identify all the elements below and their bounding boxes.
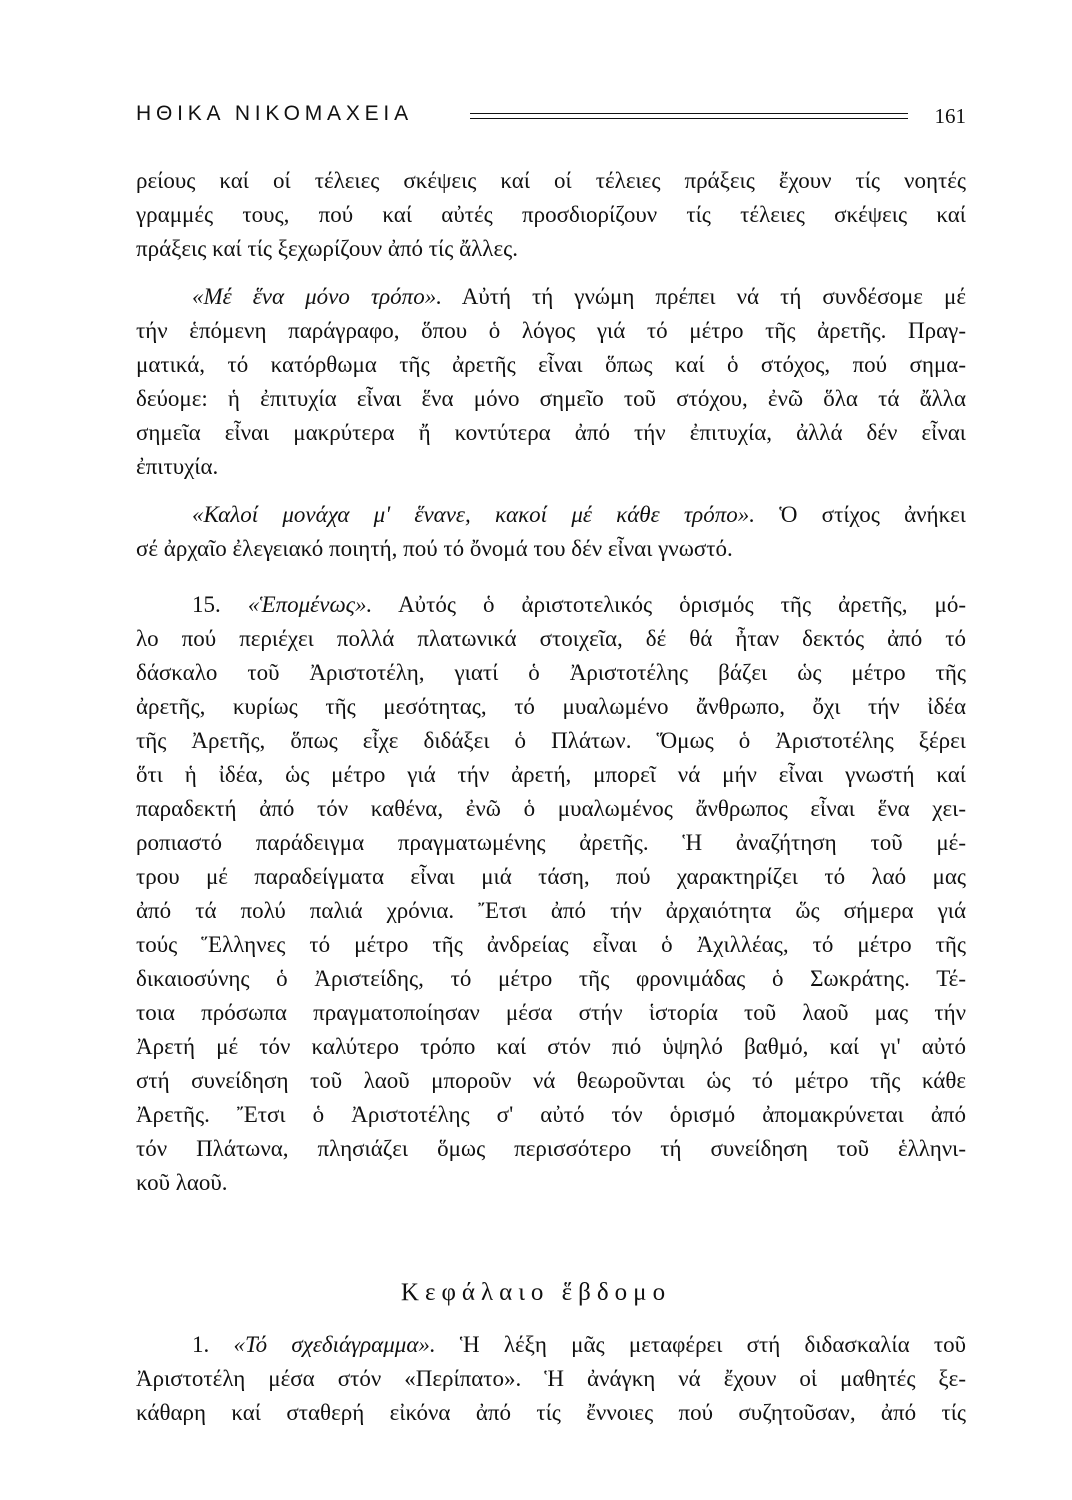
running-title: ΗΘΙΚΑ ΝΙΚΟΜΑΧΕΙΑ — [136, 102, 413, 125]
text-line: Ἀρετή μέ τόν καλύτερο τρόπο καί στόν πιό ὑψηλό βαθμό, καί γι' αὐτό — [136, 1034, 966, 1059]
note-number: 15. — [192, 592, 248, 617]
quoted-lemma: «Τό σχεδιάγραμμα». — [233, 1332, 436, 1357]
text-line: ἐπιτυχία. — [136, 454, 219, 479]
text-line: στή συνείδηση τοῦ λαοῦ μποροῦν νά θεωροῦνται ὡς τό μέτρο τῆς κάθε — [136, 1068, 966, 1093]
text-line: κοῦ λαοῦ. — [136, 1170, 228, 1195]
line-text: Ὁ στίχος ἀνήκει — [754, 502, 966, 527]
text-line: τούς Ἕλληνες τό μέτρο τῆς ἀνδρείας εἶναι ὁ Ἀχιλλέας, τό μέτρο τῆς — [136, 932, 966, 957]
chapter-title: Κεφάλαιο ἕβδομο — [400, 1279, 672, 1306]
quoted-lemma: «Ἑπομένως». — [247, 592, 373, 617]
text-line: ὅτι ἡ ἰδέα, ὡς μέτρο γιά τήν ἀρετή, μπορεῖ νά μήν εἶναι γνωστή καί — [136, 762, 966, 787]
text-line: ρείους καί οί τέλειες σκέψεις καί οί τέλειες πράξεις ἔχουν τίς νοητές — [136, 168, 966, 193]
text-line: τήν ἑπόμενη παράγραφο, ὅπου ὁ λόγος γιά τό μέτρο τῆς ἀρετῆς. Πραγ- — [136, 318, 966, 343]
text-line: τοια πρόσωπα πραγματοποίησαν μέσα στήν ἱστορία τοῦ λαοῦ μας τήν — [136, 1000, 966, 1025]
text-line: τῆς Ἀρετῆς, ὅπως εἶχε διδάξει ὁ Πλάτων. Ὅμως ὁ Ἀριστοτέλης ξέρει — [136, 728, 966, 753]
text-line: γραμμές τους, πού καί αὐτές προσδιορίζουν τίς τέλειες σκέψεις καί — [136, 202, 966, 227]
text-line: πράξεις καί τίς ξεχωρίζουν ἀπό τίς ἄλλες. — [136, 236, 518, 261]
text-line: τόν Πλάτωνα, πλησιάζει ὅμως περισσότερο τή συνείδηση τοῦ ἑλληνι- — [136, 1136, 966, 1161]
text-line: κάθαρη καί σταθερή εἰκόνα ἀπό τίς ἔννοιες πού συζητοῦσαν, ἀπό τίς — [136, 1400, 966, 1425]
text-line: σημεῖα εἶναι μακρύτερα ἤ κοντύτερα ἀπό τήν ἐπιτυχία, ἀλλά δέν εἶναι — [136, 420, 966, 445]
text-line: ροπιαστό παράδειγμα πραγματωμένης ἀρετῆς. Ἡ ἀναζήτηση τοῦ μέ- — [136, 830, 966, 855]
text-line: Ἀρετῆς. Ἔτσι ὁ Ἀριστοτέλης σ' αὐτό τόν ὁρισμό ἀπομακρύνεται ἀπό — [136, 1102, 966, 1127]
text-line: παραδεκτή ἀπό τόν καθένα, ἐνῶ ὁ μυαλωμένος ἄνθρωπος εἶναι ἕνα χει- — [136, 796, 966, 821]
text-line: δάσκαλο τοῦ Ἀριστοτέλη, γιατί ὁ Ἀριστοτέλης βάζει ὡς μέτρο τῆς — [136, 660, 966, 685]
text-line — [192, 1328, 966, 1362]
quoted-lemma: «Μέ ἕνα μόνο τρόπο». — [192, 284, 442, 309]
header-double-rule — [470, 113, 908, 119]
page-number: 161 — [934, 104, 966, 128]
text-line — [192, 280, 966, 314]
line-text: Ἡ λέξη μᾶς μεταφέρει στή διδασκαλία τοῦ — [435, 1332, 966, 1357]
text-line — [192, 588, 966, 622]
text-line: ἀπό τά πολύ παλιά χρόνια. Ἔτσι ἀπό τήν ἀρχαιότητα ὥς σήμερα γιά — [136, 898, 966, 923]
quoted-lemma: «Καλοί μονάχα μ' ἕνανε, κακοί μέ κάθε τρόπο». — [192, 502, 755, 527]
text-line: ἀρετῆς, κυρίως τῆς μεσότητας, τό μυαλωμένο ἄνθρωπο, ὄχι τήν ἰδέα — [136, 694, 966, 719]
text-line: ματικά, τό κατόρθωμα τῆς ἀρετῆς εἶναι ὅπως καί ὁ στόχος, πού σημα- — [136, 352, 966, 377]
text-line — [192, 498, 966, 532]
text-line: δεύομε: ἡ ἐπιτυχία εἶναι ἕνα μόνο σημεῖο τοῦ στόχου, ἐνῶ ὅλα τά ἄλλα — [136, 386, 966, 411]
text-line: τρου μέ παραδείγματα εἶναι μιά τάση, πού χαρακτηρίζει τό λαό μας — [136, 864, 966, 889]
line-text: Αὐτή τή γνώμη πρέπει νά τή συνδέσομε μέ — [441, 284, 966, 309]
line-text: Αὐτός ὁ ἀριστοτελικός ὁρισμός τῆς ἀρετῆς, μό- — [372, 592, 966, 617]
text-line: σέ ἀρχαῖο ἐλεγειακό ποιητή, πού τό ὄνομά του δέν εἶναι γνωστό. — [136, 536, 733, 561]
note-number: 1. — [192, 1332, 234, 1357]
running-header — [136, 100, 966, 132]
text-line: δικαιοσύνης ὁ Ἀριστείδης, τό μέτρο τῆς φρονιμάδας ὁ Σωκράτης. Τέ- — [136, 966, 966, 991]
text-line: Ἀριστοτέλη μέσα στόν «Περίπατο». Ἡ ἀνάγκη νά ἔχουν οἱ μαθητές ξε- — [136, 1366, 966, 1391]
text-line: λο πού περιέχει πολλά πλατωνικά στοιχεῖα, δέ θά ἦταν δεκτός ἀπό τό — [136, 626, 966, 651]
